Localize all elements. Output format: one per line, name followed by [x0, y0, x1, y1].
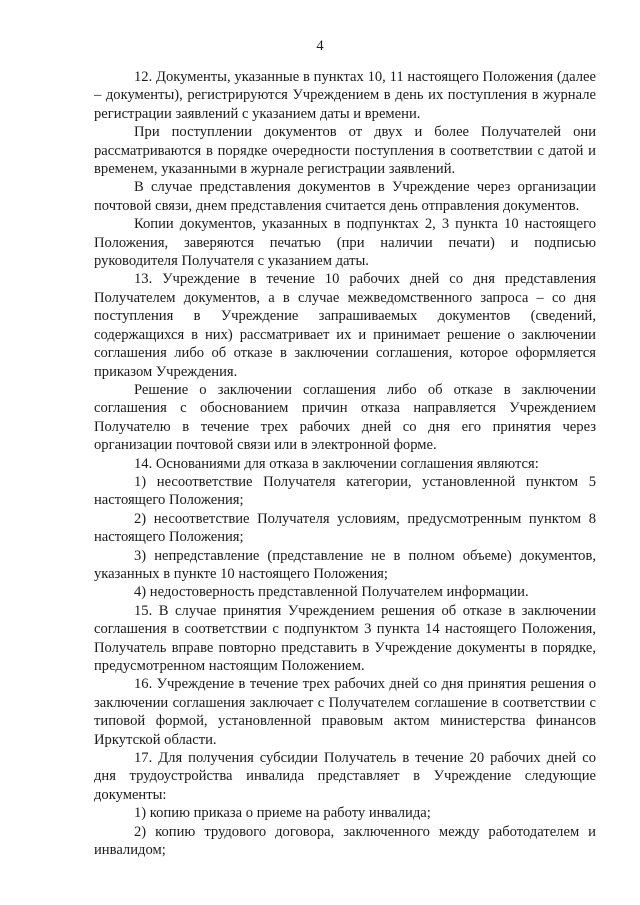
list-item-17-1: 1) копию приказа о приеме на работу инвалида; — [134, 805, 431, 822]
paragraph-15: 15. В случае принятия Учреждением решения об отказе в заключении соглашения в соответствии с подпунктом 3 пункта 14 настоящего Положения, Получатель вправе повторно представить в Учреждение документы в порядке, предусмотренном настоящим Положением. — [94, 602, 596, 674]
paragraph-13-decision-notice: Решение о заключении соглашения либо об отказе в заключении соглашения с обоснованием причин отказа направляется Учреждением Получателю в течение трех рабочих дней со дня его принятия через организации почтовой связи или в электронной форме. — [94, 381, 596, 454]
list-item-14-4: 4) недостоверность представленной Получателем информации. — [134, 584, 529, 601]
list-item-14-1: 1) несоответствие Получателя категории, установленной пунктом 5 настоящего Положения; — [94, 473, 596, 509]
paragraph-17: 17. Для получения субсидии Получатель в течение 20 рабочих дней со дня трудоустройства инвалида представляет в Учреждение следующие документы: — [94, 750, 596, 803]
list-item-14-2: 2) несоответствие Получателя условиям, предусмотренным пунктом 8 настоящего Положения; — [94, 510, 596, 546]
paragraph-13: 13. Учреждение в течение 10 рабочих дней со дня представления Получателем документов, а в случае межведомственного запроса – со дня поступления в Учреждение запрашиваемых документов (сведений, содержащихся в них) рассматривает их и принимает решение о заключении соглашения либо об отказе в заключении соглашения, которое оформляется приказом Учреждения. — [94, 271, 596, 380]
paragraph-14: 14. Основаниями для отказа в заключении соглашения являются: — [134, 455, 539, 472]
document-body — [94, 68, 596, 859]
paragraph-12-multiple-recipients: При поступлении документов от двух и более Получателей они рассматриваются в порядке очередности поступления в соответствии с датой и временем, указанными в журнале регистрации заявлений. — [94, 124, 596, 178]
page-number: 4 — [316, 38, 324, 54]
paragraph-16: 16. Учреждение в течение трех рабочих дней со дня принятия решения о заключении соглашения заключает с Получателем соглашение в соответствии с типовой формой, установленной правовым актом министерства финансов Иркутской области. — [94, 676, 596, 748]
paragraph-12-document-copies: Копии документов, указанных в подпунктах 2, 3 пункта 10 настоящего Положения, заверяются печатью (при наличии печати) и подписью руководителя Получателя с указанием даты. — [94, 216, 596, 270]
list-item-14-3: 3) непредставление (представление не в полном объеме) документов, указанных в пункте 10 настоящего Положения; — [94, 547, 596, 582]
list-item-17-2: 2) копию трудового договора, заключенного между работодателем и инвалидом; — [94, 823, 596, 859]
paragraph-12-postal-submission: В случае представления документов в Учреждение через организации почтовой связи, днем представления считается день отправления документов. — [94, 179, 596, 214]
paragraph-12: 12. Документы, указанные в пунктах 10, 11 настоящего Положения (далее – документы), регистрируются Учреждением в день их поступления в журнале регистрации заявлений с указанием даты и времени. — [94, 69, 596, 122]
